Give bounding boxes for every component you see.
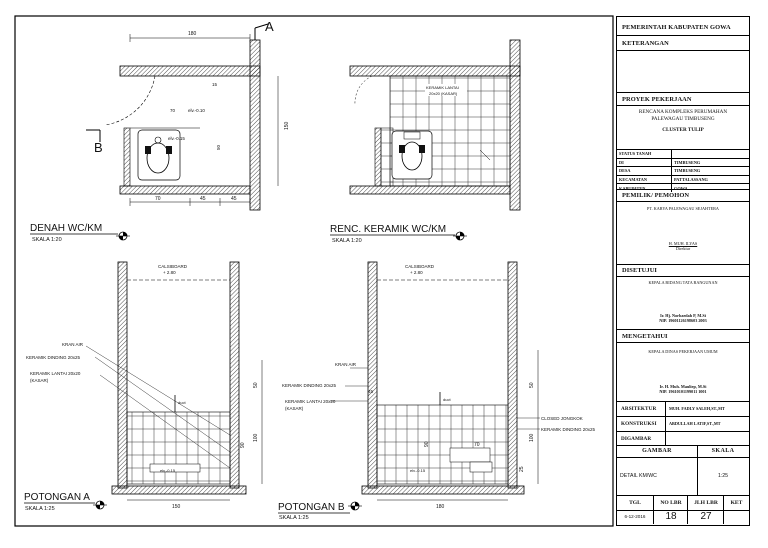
denah-scale: SKALA 1:20 <box>32 237 62 243</box>
fixture-elevation: elv.-0.15 <box>168 136 185 141</box>
info-value: TIMBUSENG <box>672 158 750 167</box>
pa-label-lantai: KERAMIK LANTAI 20x20 <box>30 371 81 376</box>
disetujui-office: KEPALA BIDANG TATA BANGUNAN <box>648 280 718 285</box>
pa-flush: duct <box>178 400 186 405</box>
potongan-b-section <box>278 262 596 521</box>
dim-bottom-3: 45 <box>231 196 237 202</box>
sheet-border <box>15 16 613 526</box>
jlhlbr-header: JLH LBR <box>687 496 724 511</box>
section-marker-b: B <box>94 140 103 155</box>
ket-header: KET <box>723 496 749 511</box>
divider <box>665 432 666 445</box>
pb-label-lantai: KERAMIK LANTAI 20x20 <box>285 399 336 404</box>
mengetahui-name: Ir. H. Muh. Mauliep, M.Si <box>659 384 707 389</box>
dim-side: 150 <box>284 121 290 130</box>
staff-name: MUH. FADLY SALEH,ST.,MT <box>669 406 725 411</box>
potongan-a-section <box>24 262 262 512</box>
info-value <box>672 150 750 158</box>
pb-label-dinding-r: KERAMIK DINDING 20x25 <box>541 427 596 432</box>
owner-block <box>617 202 749 265</box>
pb-elevation: elv.-0.15 <box>410 468 426 473</box>
pa-elevation: elv.-0.15 <box>160 468 176 473</box>
pa-ceiling-1: CALSIBOARD <box>158 264 188 269</box>
pb-label-kran: KRAN AIR <box>335 362 357 367</box>
renc-scale: SKALA 1:20 <box>332 238 362 244</box>
nolbr-header: NO LBR <box>653 496 688 511</box>
info-row <box>617 150 749 158</box>
info-key: DI <box>617 158 672 167</box>
info-row <box>617 175 749 184</box>
staff-row <box>617 402 749 417</box>
owner-company: PT. KARYA PALEWAGAU SEJAHTERA <box>647 206 719 211</box>
disetujui-block <box>617 277 749 330</box>
pa-dim-100: 100 <box>253 433 259 442</box>
pa-label-dinding: KERAMIK DINDING 20x25 <box>26 355 81 360</box>
pb-ceiling-1: CALSIBOARD <box>405 264 435 269</box>
disetujui-name: Ir. Hj. Norbaedah P, M.Si <box>660 313 706 318</box>
nolbr-value: 18 <box>653 510 688 524</box>
pb-dim-70: 70 <box>474 442 480 448</box>
pa-dim-bottom: 150 <box>172 504 181 510</box>
owner-name: H. MUH. ILYAS <box>668 241 698 246</box>
staff-role: ARSITEKTUR <box>621 406 657 412</box>
denah-wc-plan <box>30 19 290 243</box>
plan-elevation: elv.-0.10 <box>188 108 205 113</box>
pb-label-kasar: (KASAR) <box>285 406 304 411</box>
info-value: TIMBUSENG <box>672 167 750 176</box>
staff-row <box>617 432 749 446</box>
pb-label-dinding: KERAMIK DINDING 20x25 <box>282 383 337 388</box>
staff-row <box>617 417 749 432</box>
pb-dim-bottom: 180 <box>436 504 445 510</box>
info-block <box>617 150 749 190</box>
info-value: PATTALASSANG <box>672 175 750 184</box>
pb-dim-25: 25 <box>519 466 525 472</box>
staff-role: DIGAMBAR <box>621 436 652 442</box>
mengetahui-block <box>617 343 749 402</box>
tile-label-2: 20x20 (KASAR) <box>429 91 458 96</box>
gambar-value: DETAIL KM/WC <box>620 473 657 479</box>
gambar-value-row <box>617 458 749 496</box>
pb-dim-100: 100 <box>529 433 535 442</box>
project-name: RENCANA KOMPLEKS PERUMAHAN PALEWAGAU TIMBUSENG <box>638 109 728 122</box>
pa-dim-50: 50 <box>253 382 259 388</box>
pa-dim-90: 90 <box>240 442 246 448</box>
dim-bottom-1: 70 <box>155 196 161 202</box>
staff-role: KONSTRUKSI <box>621 421 657 427</box>
divider <box>665 417 666 431</box>
info-row <box>617 158 749 167</box>
info-value: GOWA <box>674 185 688 191</box>
pa-ceiling-2: + 2.80 <box>163 270 176 275</box>
ket-value <box>723 510 749 524</box>
pemilik-header: PEMILIK/ PEMOHON <box>617 190 749 202</box>
pa-title: POTONGAN A <box>24 492 90 503</box>
staff-name: ABDULLAH LATIF,ST.,MT <box>669 421 721 426</box>
skala-header: SKALA <box>711 448 735 454</box>
mengetahui-office: KEPALA DINAS PEKERJAAN UMUM <box>648 349 718 354</box>
pb-ceiling-2: + 2.80 <box>410 270 423 275</box>
section-marker-a: A <box>265 19 274 34</box>
jlhlbr-value: 27 <box>687 510 724 524</box>
info-key: DESA <box>617 167 672 176</box>
pb-dim-45: 45 <box>368 389 374 394</box>
renc-title: RENC. KERAMIK WC/KM <box>330 224 447 235</box>
dim-top: 180 <box>188 31 197 37</box>
dim-bottom-2: 45 <box>200 196 206 202</box>
pa-scale: SKALA 1:25 <box>25 506 55 512</box>
pb-dim-50: 50 <box>529 382 535 388</box>
gambar-header: GAMBAR <box>642 448 672 454</box>
disetujui-header: DISETUJUI <box>617 265 749 277</box>
disetujui-nip: NIP. 19601126198603 2003 <box>659 318 707 323</box>
government-header: PEMERINTAH KABUPATEN GOWA <box>617 17 749 36</box>
mengetahui-header: MENGETAHUI <box>617 330 749 343</box>
sheet-info-row <box>617 496 749 524</box>
tile-label-1: KERAMIK LANTAI <box>426 85 459 90</box>
mengetahui-nip: NIP. 19610101199011 1001 <box>659 389 707 394</box>
dim-small: 15 <box>212 82 218 87</box>
divider <box>665 402 666 416</box>
info-key: KABUPATEN <box>617 184 672 192</box>
keterangan-blank <box>617 51 749 93</box>
pb-label-closed: CLOSED JONGKOK <box>541 416 583 421</box>
cluster-name: CLUSTER TULIP <box>662 127 704 133</box>
info-row <box>617 167 749 176</box>
renc-keramik-plan <box>330 40 520 244</box>
pb-scale: SKALA 1:25 <box>279 515 309 521</box>
pa-label-kasar: (KASAR) <box>30 378 49 383</box>
keterangan-header: KETERANGAN <box>617 36 749 51</box>
owner-role: Direktur <box>675 246 691 251</box>
tgl-value: 6-12-2016 <box>624 514 646 519</box>
denah-title: DENAH WC/KM <box>30 223 103 234</box>
info-key: STATUS TANAH <box>617 150 672 158</box>
pb-flush: duct <box>443 397 451 402</box>
dim-diag: 70 <box>170 108 176 113</box>
proyek-header: PROYEK PEKERJAAN <box>617 93 749 106</box>
pb-title: POTONGAN B <box>278 502 345 513</box>
pb-dim-90: 90 <box>424 441 430 447</box>
tgl-header: TGL <box>617 496 653 511</box>
skala-value: 1:25 <box>717 473 729 479</box>
pa-label-kran: KRAN AIR <box>62 342 84 347</box>
info-key: KECAMATAN <box>617 175 672 184</box>
info-table <box>617 150 749 192</box>
project-block <box>617 106 749 150</box>
dim-50: 50 <box>216 144 221 150</box>
gambar-header-row <box>617 446 749 458</box>
title-block <box>616 16 750 526</box>
